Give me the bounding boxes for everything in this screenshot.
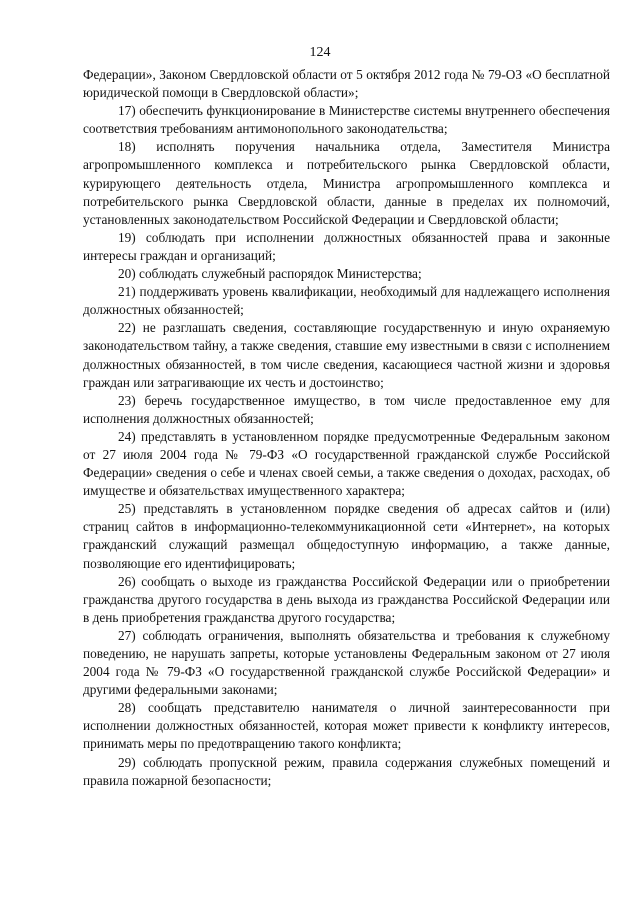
paragraph-item-26: 26) сообщать о выходе из гражданства Российской Федерации или о приобретении гражданства другого государства в день выхода из гражданства Российской Федерации или в день приобретения гражданства другого государства; — [83, 573, 610, 625]
paragraph-item-19: 19) соблюдать при исполнении должностных обязанностей права и законные интересы граждан и организаций; — [83, 229, 610, 263]
paragraph-item-23: 23) беречь государственное имущество, в том числе предоставленное ему для исполнения должностных обязанностей; — [83, 392, 610, 426]
page-number: 124 — [309, 45, 331, 60]
paragraph-item-17: 17) обеспечить функционирование в Министерстве системы внутреннего обеспечения соответствия требованиям антимонопольного законодательства; — [83, 103, 610, 137]
paragraph-item-25: 25) представлять в установленном порядке сведения об адресах сайтов и (или) страниц сайтов в информационно-телекоммуникационной сети «Интернет», на которых гражданский служащий размещал общедоступную информацию, а также данные, позволяющие его идентифицировать; — [83, 501, 610, 571]
paragraph-item-20: 20) соблюдать служебный распорядок Министерства; — [118, 266, 422, 282]
paragraph-item-24: 24) представлять в установленном порядке предусмотренные Федеральным законом от 27 июля 2004 года № 79-ФЗ «О государственной гражданской службе Российской Федерации» сведения о себе и членах своей семьи, а также сведения о доходах, расходах, об имуществе и обязательствах имущественного характера; — [83, 428, 610, 499]
paragraph-item-29: 29) соблюдать пропускной режим, правила содержания служебных помещений и правила пожарной безопасности; — [83, 754, 610, 788]
paragraph-item-28: 28) сообщать представителю нанимателя о личной заинтересованности при исполнении должностных обязанностей, которая может привести к конфликту интересов, принимать меры по предотвращению такого конфликта; — [83, 700, 610, 752]
paragraph-item-21: 21) поддерживать уровень квалификации, необходимый для надлежащего исполнения должностных обязанностей; — [83, 284, 610, 318]
paragraph-item-27: 27) соблюдать ограничения, выполнять обязательства и требования к служебному поведению, не нарушать запреты, которые установлены Федеральным законом от 27 июля 2004 года № 79-ФЗ «О государственной гражданской службе Российской Федерации» и другими федеральными законами; — [83, 627, 610, 698]
body-text — [83, 66, 610, 790]
paragraph-item-18: 18) исполнять поручения начальника отдела, Заместителя Министра агропромышленного комплекса и потребительского рынка Свердловской области, курирующего деятельность отдела, Министра агропромышленного комплекса и потребительского рынка Свердловской области, данные в пределах их полномочий, установленных законодательством Российской Федерации и Свердловской области; — [83, 139, 610, 227]
paragraph-item-22: 22) не разглашать сведения, составляющие государственную и иную охраняемую законодательством тайну, а также сведения, ставшие ему известными в связи с исполнением должностных обязанностей, в том числе сведения, касающиеся частной жизни и здоровья граждан или затрагивающие их честь и достоинство; — [83, 320, 610, 390]
paragraph-continuation: Федерации», Законом Свердловской области от 5 октября 2012 года № 79-ОЗ «О бесплатной юридической помощи в Свердловской области»; — [83, 67, 610, 101]
